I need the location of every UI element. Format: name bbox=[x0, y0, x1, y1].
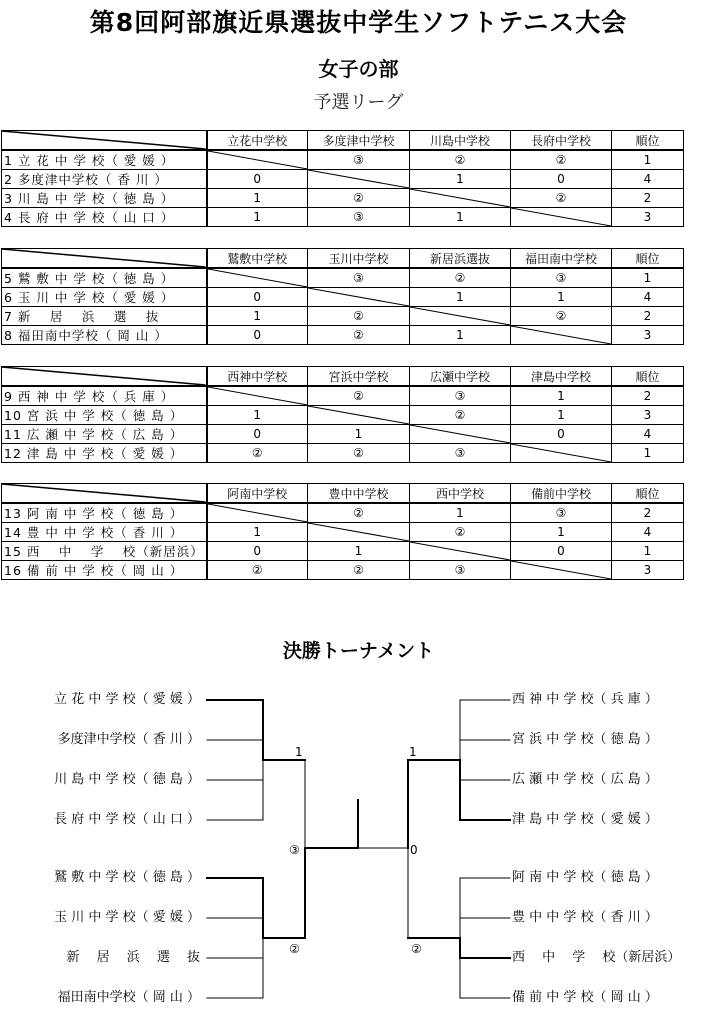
rank-cell: 3 bbox=[612, 326, 684, 345]
score-cell: ② bbox=[308, 189, 410, 208]
rank-cell: 3 bbox=[612, 208, 684, 227]
bracket-team: 鷲 敷 中 学 校（ 徳 島 ） bbox=[54, 870, 200, 885]
team-name: 2 多度津中学校（ 香 川 ） bbox=[2, 170, 207, 189]
bracket-team: 川 島 中 学 校（ 徳 島 ） bbox=[54, 772, 200, 787]
score-cell: ② bbox=[308, 307, 410, 326]
score-cell: 1 bbox=[207, 406, 308, 425]
column-header: 順位 bbox=[612, 367, 684, 387]
bracket-team: 備 前 中 学 校（ 岡 山 ） bbox=[512, 990, 658, 1005]
score-cell: 1 bbox=[410, 288, 511, 307]
rank-cell: 4 bbox=[612, 523, 684, 542]
rank-cell: 1 bbox=[612, 542, 684, 561]
score-cell: 1 bbox=[308, 425, 410, 444]
column-header: 宮浜中学校 bbox=[308, 367, 410, 387]
column-header: 鷲敷中学校 bbox=[207, 249, 308, 269]
score-cell: ② bbox=[207, 444, 308, 463]
column-header: 西中学校 bbox=[410, 484, 511, 504]
column-header: 川島中学校 bbox=[410, 131, 511, 151]
score-cell: 1 bbox=[410, 326, 511, 345]
score-cell: ③ bbox=[308, 150, 410, 170]
team-name: 12 津 島 中 学 校（ 愛 媛 ） bbox=[2, 444, 207, 463]
division-title: 女子の部 bbox=[318, 57, 399, 81]
team-name: 5 鷲 敷 中 学 校（ 徳 島 ） bbox=[2, 268, 207, 288]
bracket-team: 福田南中学校（ 岡 山 ） bbox=[57, 990, 200, 1005]
rank-cell: 4 bbox=[612, 425, 684, 444]
team-name: 3 川 島 中 学 校（ 徳 島 ） bbox=[2, 189, 207, 208]
team-name: 15 西 中 学 校（新居浜） bbox=[2, 542, 207, 561]
rank-cell: 2 bbox=[612, 189, 684, 208]
column-header: 順位 bbox=[612, 249, 684, 269]
rank-cell: 2 bbox=[612, 386, 684, 406]
score-cell: ③ bbox=[410, 444, 511, 463]
score-cell: ② bbox=[207, 561, 308, 580]
team-name: 8 福田南中学校（ 岡 山 ） bbox=[2, 326, 207, 345]
score-cell: 0 bbox=[511, 542, 612, 561]
score-cell: 1 bbox=[410, 170, 511, 189]
team-name: 4 長 府 中 学 校（ 山 口 ） bbox=[2, 208, 207, 227]
column-header: 玉川中学校 bbox=[308, 249, 410, 269]
team-name: 6 玉 川 中 学 校（ 愛 媛 ） bbox=[2, 288, 207, 307]
rank-cell: 3 bbox=[612, 561, 684, 580]
bracket-team: 豊 中 中 学 校（ 香 川 ） bbox=[512, 910, 658, 925]
team-name: 11 広 瀬 中 学 校（ 広 島 ） bbox=[2, 425, 207, 444]
rank-cell: 4 bbox=[612, 288, 684, 307]
score-left-semi-top: 1 bbox=[295, 745, 303, 759]
column-header: 順位 bbox=[612, 131, 684, 151]
team-name: 16 備 前 中 学 校（ 岡 山 ） bbox=[2, 561, 207, 580]
score-cell: ② bbox=[410, 523, 511, 542]
bracket-team: 津 島 中 学 校（ 愛 媛 ） bbox=[512, 812, 658, 827]
score-cell: ③ bbox=[410, 561, 511, 580]
score-cell: ③ bbox=[410, 386, 511, 406]
bracket-team: 西 神 中 学 校（ 兵 庫 ） bbox=[512, 692, 658, 707]
column-header: 多度津中学校 bbox=[308, 131, 410, 151]
column-header: 長府中学校 bbox=[511, 131, 612, 151]
column-header: 豊中中学校 bbox=[308, 484, 410, 504]
column-header: 順位 bbox=[612, 484, 684, 504]
score-cell: ② bbox=[308, 386, 410, 406]
team-name: 1 立 花 中 学 校（ 愛 媛 ） bbox=[2, 150, 207, 170]
score-cell: 0 bbox=[511, 170, 612, 189]
score-cell: ② bbox=[410, 268, 511, 288]
score-cell: 1 bbox=[410, 503, 511, 523]
score-cell: 1 bbox=[207, 307, 308, 326]
score-cell: 0 bbox=[207, 170, 308, 189]
score-cell: 1 bbox=[511, 288, 612, 307]
rank-cell: 2 bbox=[612, 307, 684, 326]
bracket-team: 新 居 浜 選 抜 bbox=[66, 950, 200, 965]
team-name: 10 宮 浜 中 学 校（ 徳 島 ） bbox=[2, 406, 207, 425]
rank-cell: 4 bbox=[612, 170, 684, 189]
tournament-title: 決勝トーナメント bbox=[282, 640, 435, 662]
score-cell: 0 bbox=[207, 326, 308, 345]
team-name: 13 阿 南 中 学 校（ 徳 島 ） bbox=[2, 503, 207, 523]
score-cell: 0 bbox=[511, 425, 612, 444]
team-name: 9 西 神 中 学 校（ 兵 庫 ） bbox=[2, 386, 207, 406]
bracket-team: 玉 川 中 学 校（ 愛 媛 ） bbox=[54, 910, 200, 925]
score-cell: ③ bbox=[308, 208, 410, 227]
score-cell: ③ bbox=[511, 503, 612, 523]
score-cell: ② bbox=[308, 326, 410, 345]
bracket-team: 立 花 中 学 校（ 愛 媛 ） bbox=[54, 692, 200, 707]
score-cell: 1 bbox=[511, 386, 612, 406]
team-name: 14 豊 中 中 学 校（ 香 川 ） bbox=[2, 523, 207, 542]
score-cell: ② bbox=[308, 503, 410, 523]
score-cell: 1 bbox=[410, 208, 511, 227]
score-cell: 1 bbox=[207, 208, 308, 227]
score-cell: ② bbox=[410, 150, 511, 170]
score-cell: ② bbox=[511, 307, 612, 326]
score-cell: 0 bbox=[207, 542, 308, 561]
score-cell: 1 bbox=[308, 542, 410, 561]
score-cell: ② bbox=[308, 444, 410, 463]
score-left-semi-bottom: ② bbox=[289, 942, 300, 956]
column-header: 阿南中学校 bbox=[207, 484, 308, 504]
bracket-team: 西 中 学 校（新居浜） bbox=[512, 950, 681, 965]
bracket-team: 阿 南 中 学 校（ 徳 島 ） bbox=[512, 870, 658, 885]
column-header: 津島中学校 bbox=[511, 367, 612, 387]
column-header: 備前中学校 bbox=[511, 484, 612, 504]
prelim-heading: 予選リーグ bbox=[313, 92, 404, 113]
score-cell: 1 bbox=[511, 523, 612, 542]
team-name: 7 新 居 浜 選 抜 bbox=[2, 307, 207, 326]
rank-cell: 1 bbox=[612, 444, 684, 463]
score-final-right: 0 bbox=[410, 843, 418, 857]
column-header: 新居浜選抜 bbox=[410, 249, 511, 269]
page-title: 第8回阿部旗近県選抜中学生ソフトテニス大会 bbox=[89, 8, 628, 37]
score-cell: 1 bbox=[207, 189, 308, 208]
score-cell: 1 bbox=[511, 406, 612, 425]
column-header: 福田南中学校 bbox=[511, 249, 612, 269]
score-cell: ③ bbox=[308, 268, 410, 288]
bracket-team: 広 瀬 中 学 校（ 広 島 ） bbox=[512, 772, 658, 787]
score-cell: ② bbox=[308, 561, 410, 580]
score-final-left: ③ bbox=[289, 843, 300, 857]
bracket-team: 宮 浜 中 学 校（ 徳 島 ） bbox=[512, 732, 658, 747]
column-header: 立花中学校 bbox=[207, 131, 308, 151]
score-cell: ② bbox=[410, 406, 511, 425]
rank-cell: 1 bbox=[612, 150, 684, 170]
score-cell: 0 bbox=[207, 288, 308, 307]
bracket-team: 多度津中学校（ 香 川 ） bbox=[57, 732, 200, 747]
score-cell: 0 bbox=[207, 425, 308, 444]
score-cell: ③ bbox=[511, 268, 612, 288]
bracket-team: 長 府 中 学 校（ 山 口 ） bbox=[54, 812, 200, 827]
score-cell: ② bbox=[511, 150, 612, 170]
rank-cell: 1 bbox=[612, 268, 684, 288]
score-cell: 1 bbox=[207, 523, 308, 542]
score-cell: ② bbox=[511, 189, 612, 208]
column-header: 西神中学校 bbox=[207, 367, 308, 387]
rank-cell: 3 bbox=[612, 406, 684, 425]
score-right-semi-bottom: ② bbox=[411, 942, 422, 956]
score-right-semi-top: 1 bbox=[409, 745, 417, 759]
rank-cell: 2 bbox=[612, 503, 684, 523]
column-header: 広瀬中学校 bbox=[410, 367, 511, 387]
